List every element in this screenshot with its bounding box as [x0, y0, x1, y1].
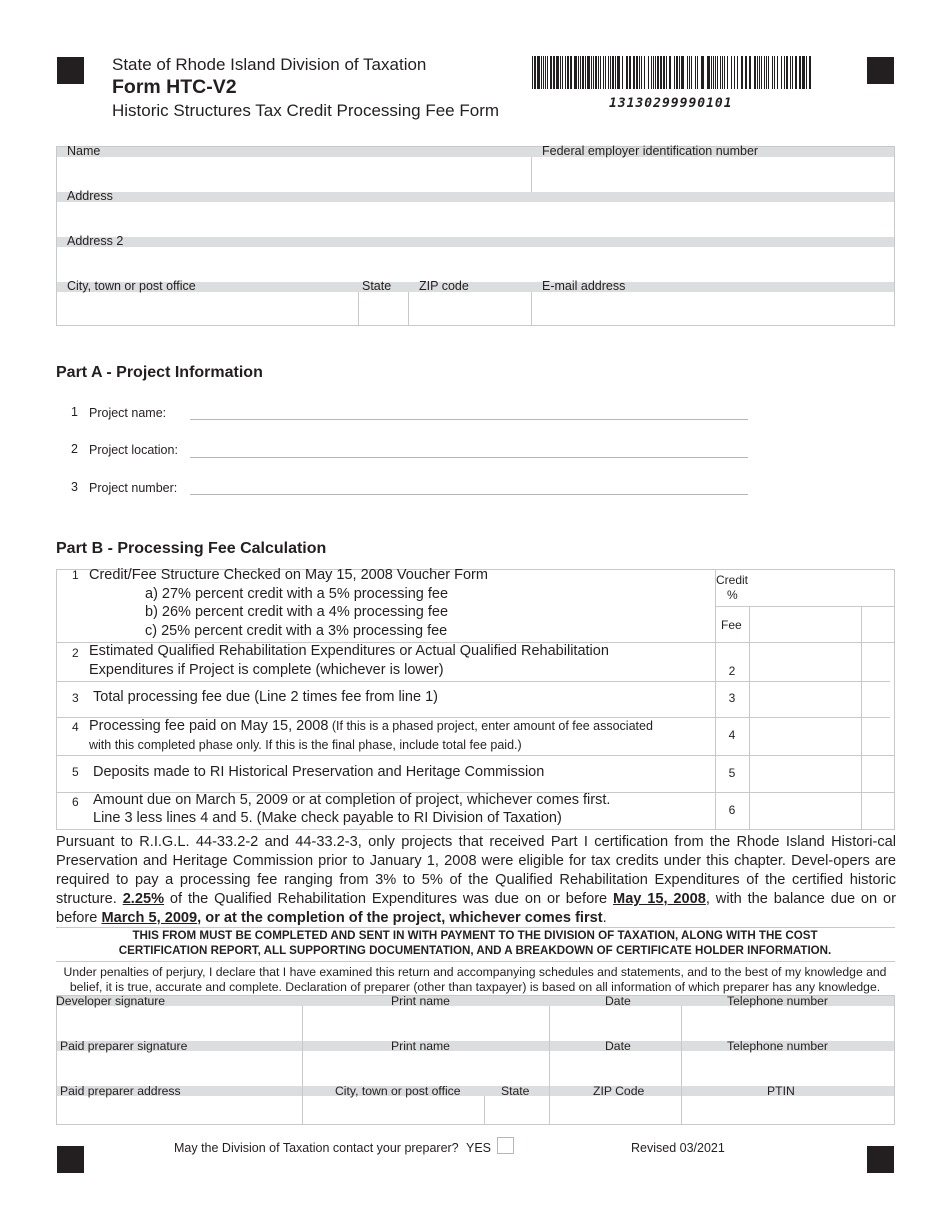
state-input[interactable]: [361, 295, 409, 325]
barcode-bar: [784, 56, 785, 89]
barcode-bar: [695, 56, 696, 89]
barcode-bar: [691, 56, 692, 89]
barcode-bar: [806, 56, 807, 89]
project-location-input[interactable]: [190, 457, 748, 458]
barcode-graphic: [531, 56, 815, 89]
line-5-number: 5: [72, 765, 79, 779]
barcode-bar: [617, 56, 620, 89]
barcode-bar: [761, 56, 762, 89]
barcode-bar: [687, 56, 688, 89]
option-b: b) 26% percent credit with a 4% processing fee: [145, 604, 449, 620]
barcode-bar: [636, 56, 638, 89]
barcode-bar: [809, 56, 811, 89]
contact-yes-checkbox[interactable]: [497, 1137, 514, 1154]
preparer-city-input[interactable]: [306, 1098, 484, 1125]
fein-input[interactable]: [536, 160, 894, 190]
name-band: [57, 147, 894, 157]
paragraph-text-5: .: [602, 910, 607, 926]
option-a: a) 27% percent credit with a 5% processing fee: [145, 586, 449, 602]
barcode-bar: [567, 56, 569, 89]
barcode-bar: [629, 56, 631, 89]
barcode-bar: [745, 56, 747, 89]
city-input[interactable]: [60, 295, 358, 325]
barcode-bar: [580, 56, 581, 89]
developer-print-name-input[interactable]: [306, 1008, 548, 1040]
line-4-note-1: (If this is a phased project, enter amount of fee associated: [328, 719, 653, 733]
address-label: Address: [67, 189, 113, 203]
part-a-line-number: 1: [71, 405, 78, 419]
part-b-title: Part B - Processing Fee Calculation: [56, 540, 327, 557]
barcode-bar: [790, 56, 791, 89]
statute-paragraph: [56, 833, 896, 928]
barcode-bar: [543, 56, 544, 89]
fee-percent-highlight: 2.25%: [122, 891, 165, 907]
project-number-label: Project number:: [89, 481, 178, 495]
barcode-bar: [717, 56, 718, 89]
barcode-bar: [587, 56, 590, 89]
address-input[interactable]: [60, 204, 894, 234]
line-6-text-1: Amount due on March 5, 2009 or at completion of project, whichever comes first.: [93, 792, 611, 808]
barcode-bar: [772, 56, 773, 89]
option-c: c) 25% percent credit with a 3% processing fee: [145, 623, 448, 639]
form-number: Form HTC-V2: [112, 76, 237, 98]
address-band: [57, 192, 894, 202]
barcode-bar: [741, 56, 743, 89]
part-a-title: Part A - Project Information: [56, 364, 263, 381]
barcode-bar: [541, 56, 542, 89]
line-3-box-number: 3: [728, 691, 736, 705]
paragraph-text-1: Pursuant to R.I.G.L. 44-33.2-2 and 44-33.2-3, only projects that received Part I certification from the Rhode Island Histori-cal Preservation and Heritage Commission prior to January 1, 2008 were eligible for tax credits under this chapter. Devel-opers are required to pay a processing fee ranging from 3% to 5% of the Qualified Rehabilitation Expenditures of the certified historic structure.: [56, 834, 896, 907]
barcode-bar: [593, 56, 594, 89]
row-divider: [57, 681, 890, 682]
paragraph-text-4: , or at the completion of the project, whichever comes first: [197, 910, 603, 926]
barcode-bar: [713, 56, 714, 89]
sig-col-divider: [549, 1006, 550, 1125]
line-5-amount-input[interactable]: [752, 759, 862, 791]
barcode-bar: [550, 56, 552, 89]
barcode-bar: [674, 56, 675, 89]
line-5-text: Deposits made to RI Historical Preservation and Heritage Commission: [93, 764, 545, 780]
barcode-bar: [764, 56, 765, 89]
email-input[interactable]: [536, 295, 894, 325]
barcode-bar: [582, 56, 584, 89]
preparer-print-name-label: Print name: [391, 1039, 450, 1053]
address2-band: [57, 237, 894, 247]
email-label: E-mail address: [542, 279, 626, 293]
preparer-address-label: Paid preparer address: [60, 1084, 181, 1098]
barcode-bar: [759, 56, 760, 89]
barcode-bar: [663, 56, 665, 89]
barcode-bar: [727, 56, 728, 89]
barcode-bar: [553, 56, 555, 89]
barcode-bar: [585, 56, 586, 89]
barcode-bar: [701, 56, 704, 89]
address2-input[interactable]: [60, 249, 894, 279]
barcode-bar: [574, 56, 577, 89]
name-label: Name: [67, 144, 101, 158]
barcode-bar: [565, 56, 566, 89]
barcode-bar: [737, 56, 738, 89]
credit-percent-input[interactable]: [752, 572, 894, 604]
barcode-bar: [734, 56, 735, 89]
registration-mark-top-right: [867, 57, 894, 84]
project-name-input[interactable]: [190, 419, 748, 420]
form-title: Historic Structures Tax Credit Processing Fee Form: [112, 101, 500, 120]
barcode-bar: [720, 56, 721, 89]
barcode-bar: [707, 56, 710, 89]
barcode-bar: [600, 56, 601, 89]
line-4-amount-input[interactable]: [752, 721, 862, 753]
preparer-city-label: City, town or post office: [335, 1084, 461, 1098]
barcode-bar: [724, 56, 725, 89]
line-3-number: 3: [72, 691, 79, 705]
barcode-bar: [666, 56, 667, 89]
sig-col-divider: [484, 1096, 485, 1125]
preparer-zip-input[interactable]: [553, 1098, 681, 1125]
col-divider: [749, 606, 750, 830]
barcode-bar: [595, 56, 597, 89]
barcode-bar: [792, 56, 793, 89]
barcode-bar: [757, 56, 758, 89]
barcode-bar: [786, 56, 788, 89]
barcode-bar: [639, 56, 640, 89]
line-4-main-text: Processing fee paid on May 15, 2008: [89, 718, 329, 734]
barcode-bar: [626, 56, 628, 89]
developer-phone-label: Telephone number: [727, 994, 828, 1008]
preparer-signature-label: Paid preparer signature: [60, 1039, 188, 1053]
preparer-zip-label: ZIP Code: [593, 1084, 645, 1098]
line-5-box-number: 5: [728, 766, 736, 780]
barcode-number: 13130299990101: [609, 96, 733, 111]
barcode-bar: [547, 56, 548, 89]
preparer-print-name-input[interactable]: [306, 1053, 548, 1085]
barcode-bar: [681, 56, 684, 89]
notice-line-2: CERTIFICATION REPORT, ALL SUPPORTING DOCUMENTATION, AND A BREAKDOWN OF CERTIFICATE HOLDER INFORMATION.: [118, 944, 832, 957]
percent-label: %: [727, 588, 738, 602]
barcode-bar: [615, 56, 616, 89]
address2-label: Address 2: [67, 234, 124, 248]
revision-date: Revised 03/2021: [631, 1141, 725, 1155]
city-divider: [358, 292, 359, 326]
barcode-bar: [570, 56, 572, 89]
row-divider: [57, 755, 894, 756]
barcode-bar: [608, 56, 609, 89]
barcode-bar: [768, 56, 769, 89]
line-2-text-1: Estimated Qualified Rehabilitation Expenditures or Actual Qualified Rehabilitation: [89, 643, 609, 659]
balance-due-date: March 5, 2009: [101, 910, 198, 926]
line-6-box-number: 6: [728, 803, 736, 817]
line-2-amount-input[interactable]: [752, 646, 862, 680]
barcode-bar: [799, 56, 801, 89]
barcode-bar: [679, 56, 680, 89]
credit-label: Credit: [716, 573, 749, 587]
barcode-bar: [556, 56, 559, 89]
line-4-box-number: 4: [728, 728, 736, 742]
agency-name: State of Rhode Island Division of Taxation: [112, 55, 427, 74]
state-label: State: [362, 279, 392, 293]
perjury-line-2: belief, it is true, accurate and complete. Declaration of preparer (other than taxpayer) is based on all information of which preparer has any knowledge.: [69, 980, 881, 994]
line-3-text: Total processing fee due (Line 2 times fee from line 1): [93, 689, 438, 705]
line-6-number: 6: [72, 795, 79, 809]
project-number-input[interactable]: [190, 494, 748, 495]
barcode-bar: [795, 56, 797, 89]
barcode-bar: [697, 56, 698, 89]
barcode-bar: [534, 56, 536, 89]
preparer-signature-input[interactable]: [60, 1053, 302, 1085]
developer-print-name-label: Print name: [391, 994, 450, 1008]
line-6-amount-input[interactable]: [752, 796, 862, 828]
barcode-bar: [644, 56, 645, 89]
barcode-bar: [633, 56, 635, 89]
first-due-date: May 15, 2008: [613, 891, 706, 907]
barcode-bar: [722, 56, 723, 89]
name-divider: [531, 157, 532, 192]
barcode-bar: [612, 56, 614, 89]
line-2-number: 2: [72, 646, 79, 660]
barcode-bar: [653, 56, 654, 89]
barcode-bar: [802, 56, 805, 89]
barcode-bar: [766, 56, 767, 89]
barcode-bar: [731, 56, 732, 89]
line-4-text-1: [89, 717, 653, 736]
preparer-address-input[interactable]: [60, 1098, 302, 1125]
contact-yes-label: YES: [466, 1141, 492, 1155]
credit-fee-divider: [716, 606, 894, 607]
line-1-number: 1: [72, 568, 79, 582]
barcode-bar: [777, 56, 778, 89]
line-1-text: Credit/Fee Structure Checked on May 15, 2008 Voucher Form: [89, 567, 488, 583]
preparer-date-input[interactable]: [553, 1053, 681, 1085]
part-a-line-number: 2: [71, 442, 78, 456]
notice-line-1: THIS FROM MUST BE COMPLETED AND SENT IN WITH PAYMENT TO THE DIVISION OF TAXATION, ALONG WITH THE COST: [132, 929, 818, 942]
barcode-bar: [578, 56, 579, 89]
perjury-line-1: Under penalties of perjury, I declare that I have examined this return and accompanying schedules and statements, and to the best of my knowledge and: [63, 965, 887, 979]
city-label: City, town or post office: [67, 279, 196, 293]
barcode-bar: [532, 56, 533, 89]
barcode-bar: [669, 56, 671, 89]
preparer-ptin-input[interactable]: [685, 1098, 894, 1125]
part-a-line-number: 3: [71, 480, 78, 494]
project-location-label: Project location:: [89, 443, 178, 457]
developer-date-input[interactable]: [553, 1008, 681, 1040]
notice-bottom-rule: [56, 961, 895, 962]
barcode-bar: [641, 56, 642, 89]
barcode-bar: [598, 56, 599, 89]
fee-percent-input[interactable]: [752, 610, 862, 642]
preparer-state-input[interactable]: [488, 1098, 549, 1125]
barcode-bar: [749, 56, 751, 89]
barcode-bar: [605, 56, 606, 89]
barcode-bar: [660, 56, 662, 89]
developer-signature-input[interactable]: [60, 1008, 302, 1040]
barcode-bar: [537, 56, 540, 89]
line-6-text-2: Line 3 less lines 4 and 5. (Make check payable to RI Division of Taxation): [93, 810, 562, 826]
preparer-phone-label: Telephone number: [727, 1039, 828, 1053]
developer-phone-input[interactable]: [685, 1008, 894, 1040]
zip-label: ZIP code: [419, 279, 469, 293]
line-4-number: 4: [72, 720, 79, 734]
contact-preparer-question: May the Division of Taxation contact your preparer?: [174, 1141, 459, 1155]
name-input[interactable]: [60, 160, 530, 190]
preparer-state-label: State: [501, 1084, 530, 1098]
fee-label: Fee: [721, 618, 742, 632]
zip-input[interactable]: [411, 295, 532, 325]
barcode-bar: [774, 56, 775, 89]
barcode-bar: [545, 56, 546, 89]
fein-label: Federal employer identification number: [542, 144, 759, 158]
barcode-bar: [562, 56, 563, 89]
barcode-bar: [648, 56, 649, 89]
barcode-bar: [655, 56, 656, 89]
preparer-ptin-label: PTIN: [767, 1084, 795, 1098]
barcode-bar: [622, 56, 623, 89]
developer-date-label: Date: [605, 994, 631, 1008]
sig-col-divider: [302, 1006, 303, 1125]
barcode-bar: [781, 56, 782, 89]
paragraph-text-3: , with the balance due on or before: [56, 891, 896, 926]
line-2-text-2: Expenditures if Project is complete (whichever is lower): [89, 662, 444, 678]
barcode-bar: [689, 56, 690, 89]
barcode: [531, 56, 815, 89]
barcode-bar: [711, 56, 712, 89]
line-4-note-2: with this completed phase only. If this is the final phase, include total fee paid.): [89, 738, 522, 752]
preparer-date-label: Date: [605, 1039, 631, 1053]
line-3-amount-input[interactable]: [752, 684, 862, 716]
project-name-label: Project name:: [89, 406, 167, 420]
barcode-bar: [651, 56, 652, 89]
barcode-bar: [754, 56, 756, 89]
barcode-bar: [657, 56, 659, 89]
barcode-bar: [715, 56, 716, 89]
barcode-bar: [610, 56, 611, 89]
sig-col-divider: [681, 1006, 682, 1125]
registration-mark-bottom-right: [867, 1146, 894, 1173]
barcode-bar: [560, 56, 561, 89]
preparer-phone-input[interactable]: [685, 1053, 894, 1085]
line-2-box-number: 2: [728, 664, 736, 678]
barcode-bar: [676, 56, 678, 89]
registration-mark-top-left: [57, 57, 84, 84]
paragraph-text-2: of the Qualified Rehabilitation Expenditures was due on or before: [164, 891, 614, 907]
barcode-bar: [603, 56, 604, 89]
developer-signature-label: Developer signature: [56, 994, 166, 1008]
barcode-bar: [591, 56, 592, 89]
registration-mark-bottom-left: [57, 1146, 84, 1173]
